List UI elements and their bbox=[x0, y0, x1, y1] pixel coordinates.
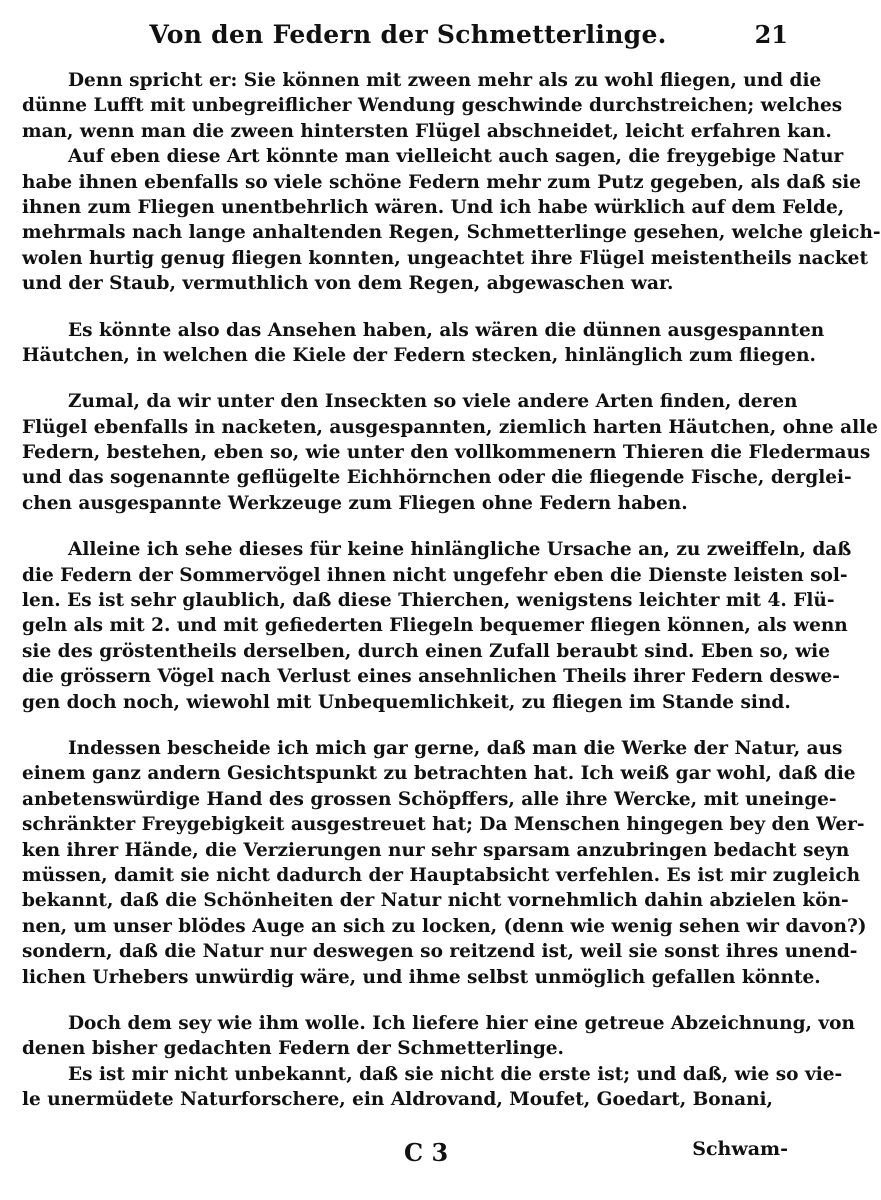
paragraph bbox=[22, 389, 878, 516]
text-line: einem ganz andern Gesichtspunkt zu betrachten hat. Ich weiß gar wohl, daß die bbox=[22, 763, 856, 785]
signature-mark: C 3 bbox=[404, 1138, 449, 1167]
text-line: nen, um unser blödes Auge an sich zu locken, (denn wie wenig sehen wir davon?) bbox=[22, 915, 867, 937]
text-line: Indessen bescheide ich mich gar gerne, daß man die Werke der Natur, aus bbox=[68, 737, 843, 759]
paragraph bbox=[22, 144, 881, 296]
paragraph bbox=[22, 736, 867, 990]
paragraph bbox=[22, 318, 825, 369]
paragraph bbox=[22, 68, 843, 144]
paragraph bbox=[22, 1062, 843, 1113]
body-text bbox=[22, 68, 881, 1112]
text-line: Flügel ebenfalls in nacketen, ausgespannten, ziemlich harten Häutchen, ohne alle bbox=[22, 416, 878, 438]
text-line: ken ihrer Hände, die Verzierungen nur sehr sparsam anzubringen bedacht seyn bbox=[22, 839, 850, 861]
paragraph-gap bbox=[22, 715, 792, 736]
catchword: Schwam- bbox=[692, 1138, 788, 1160]
paragraph bbox=[22, 1011, 855, 1062]
text-line: müssen, damit sie nicht dadurch der Hauptabsicht verfehlen. Es ist mir zugleich bbox=[22, 864, 861, 886]
text-line: le unermüdete Naturforschere, ein Aldrovand, Moufet, Goedart, Bonani, bbox=[22, 1089, 773, 1111]
paragraph bbox=[22, 537, 852, 715]
text-line: chen ausgespannte Werkzeuge zum Fliegen ohne Federn haben. bbox=[22, 492, 688, 514]
text-line: len. Es ist sehr glaublich, daß diese Thierchen, wenigstens leichter mit 4. Flü- bbox=[22, 590, 835, 612]
text-line: Federn, bestehen, eben so, wie unter den vollkommenern Thieren die Fledermaus bbox=[22, 442, 871, 464]
text-line: ihnen zum Fliegen unentbehrlich wären. Und ich habe würklich auf dem Felde, bbox=[22, 196, 845, 218]
text-line: Es ist mir nicht unbekannt, daß sie nicht die erste ist; und daß, wie so vie- bbox=[68, 1063, 843, 1085]
paragraph-gap bbox=[22, 368, 792, 389]
text-line: und das sogenannte geflügelte Eichhörnchen oder die fliegende Fische, derglei- bbox=[22, 467, 852, 489]
text-line: geln als mit 2. und mit gefiederten Fliegeln bequemer fliegen können, als wenn bbox=[22, 615, 848, 637]
text-line: die Federn der Sommervögel ihnen nicht ungefehr eben die Dienste leisten sol- bbox=[22, 564, 848, 586]
text-line: und der Staub, vermuthlich von dem Regen, abgewaschen war. bbox=[22, 273, 674, 295]
paragraph-gap bbox=[22, 297, 792, 318]
text-line: dünne Lufft mit unbegreiflicher Wendung geschwinde durchstreichen; welches bbox=[22, 95, 843, 117]
paragraph-gap bbox=[22, 516, 792, 537]
text-line: mehrmals nach lange anhaltenden Regen, Schmetterlinge gesehen, welche gleich- bbox=[22, 222, 881, 244]
text-line: Es könnte also das Ansehen haben, als wären die dünnen ausgespannten bbox=[68, 319, 825, 341]
text-line: habe ihnen ebenfalls so viele schöne Federn mehr zum Putz gegeben, als daß sie bbox=[22, 171, 862, 193]
page-footer bbox=[0, 1138, 816, 1168]
text-line: bekannt, daß die Schönheiten der Natur nicht vornehmlich dahin abzielen kön- bbox=[22, 890, 849, 912]
text-line: lichen Urhebers unwürdig wäre, und ihme selbst unmöglich gefallen könnte. bbox=[22, 966, 821, 988]
page-number: 21 bbox=[754, 20, 788, 49]
text-line: schränkter Freygebigkeit ausgestreuet hat; Da Menschen hingegen bey den Wer- bbox=[22, 814, 865, 836]
text-line: man, wenn man die zween hintersten Flügel abschneidet, leicht erfahren kan. bbox=[22, 120, 832, 142]
text-line: sie des gröstentheils derselben, durch einen Zufall beraubt sind. Eben so, wie bbox=[22, 640, 830, 662]
text-line: Denn spricht er: Sie können mit zween mehr als zu wohl fliegen, und die bbox=[68, 70, 822, 91]
text-line: Häutchen, in welchen die Kiele der Federn stecken, hinlänglich zum fliegen. bbox=[22, 344, 816, 366]
text-line: gen doch noch, wiewohl mit Unbequemlichkeit, zu fliegen im Stande sind. bbox=[22, 691, 791, 713]
text-line: Auf eben diese Art könnte man vielleicht auch sagen, die freygebige Natur bbox=[68, 146, 844, 168]
text-line: die grössern Vögel nach Verlust eines ansehnlichen Theils ihrer Federn deswe- bbox=[22, 666, 840, 688]
text-line: denen bisher gedachten Federn der Schmetterlinge. bbox=[22, 1038, 564, 1060]
running-head-title: Von den Federn der Schmetterlinge. bbox=[149, 20, 667, 49]
text-line: wolen hurtig genug fliegen konnten, ungeachtet ihre Flügel meistentheils nacket bbox=[22, 247, 868, 269]
text-line: anbetenswürdige Hand des grossen Schöpffers, alle ihre Wercke, mit uneinge- bbox=[22, 788, 837, 810]
text-line: Zumal, da wir unter den Inseckten so viele andere Arten finden, deren bbox=[68, 391, 798, 413]
text-line: Alleine ich sehe dieses für keine hinlängliche Ursache an, zu zweiffeln, daß bbox=[68, 539, 852, 561]
paragraph-gap bbox=[22, 990, 792, 1011]
text-line: sondern, daß die Natur nur deswegen so reitzend ist, weil sie sonst ihres unend- bbox=[22, 941, 858, 963]
text-line: Doch dem sey wie ihm wolle. Ich liefere hier eine getreue Abzeichnung, von bbox=[68, 1012, 855, 1034]
